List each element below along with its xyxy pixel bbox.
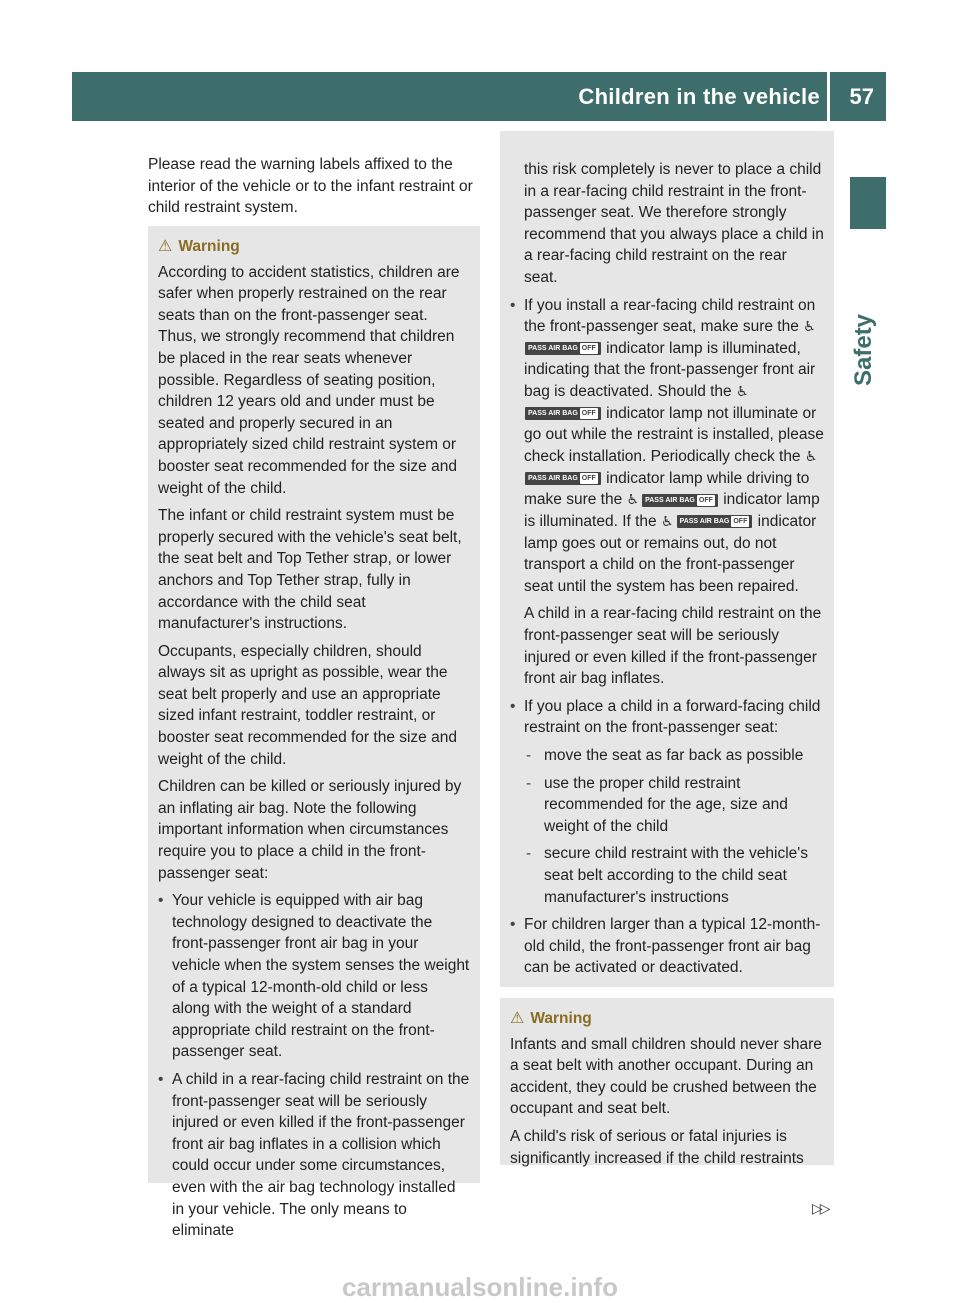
warning-heading [158,236,470,258]
warning-heading [510,1008,824,1030]
page-number: 57 [849,84,874,109]
list-item: • A child in a rear-facing child restraint on the front-passenger seat will be seriously injured or even killed if the front-passenger front air bag inflates in a collision which could occur under some circumstances, even with the air bag technology installed in your vehicle. The only means to eliminate [158,1069,470,1242]
warning-paragraph: Occupants, especially children, should always sit as upright as possible, wear the seat belt properly and use an appropriate sized infant restraint, toddler restraint, or booster seat recommended for the size and weight of the child. [158,642,457,768]
continued-paragraph: this risk completely is never to place a child in a rear-facing child restraint in the front-passenger seat. We therefore strongly recommend that you always place a child in a rear-facing child restraint on the rear seat. [524,161,824,286]
warning-box-2 [500,998,834,1165]
child-seat-icon: ♿ [803,318,816,335]
header-divider [827,72,830,121]
sub-list-item: - secure child restraint with the vehicle's seat belt according to the child seat manufacturer's instructions [510,843,824,908]
warning-paragraph: Infants and small children should never share a seat belt with another occupant. During an accident, they could be crushed between the occupant and seat belt. [510,1035,822,1118]
text-fragment: indicator lamp is illuminated. If the [524,491,820,530]
warning-paragraph: The infant or child restraint system must be properly secured with the vehicle's seat belt, the seat belt and Top Tether strap, or lower anchors and Top Tether strap, fully in accordance with the child seat manufacturer's instructions. [158,507,462,633]
text-fragment: indicator lamp is illuminated, indicating that the front-passenger front air bag is deactivated. Should the [524,339,816,401]
page-header [72,72,886,121]
watermark: carmanualsonline.info [342,1272,618,1302]
warning-label: Warning [530,1010,592,1027]
child-seat-icon: ♿ [661,513,674,530]
warning-paragraph: According to accident statistics, children are safer when properly restrained on the rear seats than on the front-passenger seat. Thus, we strongly recommend that children be placed in the rear seats whenever possible. Regardless of seating position, children 12 years old and under must be seated and properly secured in an appropriately sized child restraint system or booster seat recommended for the size and weight of the child. [158,263,460,497]
warning-triangle-icon: ⚠ [158,238,173,255]
child-seat-icon: ♿ [626,491,640,508]
warning-box-1-continued [500,131,834,987]
child-seat-icon: ♿ [804,448,818,465]
warning-label: Warning [178,238,240,255]
bullet-paragraph: A child in a rear-facing child restraint on the front-passenger seat will be seriously injured or even killed if the front-passenger front air bag inflates. [524,605,822,688]
warning-paragraph: Children can be killed or seriously injured by an inflating air bag. Note the following important information when circumstances require you to place a child in the front-passenger seat: [158,778,462,882]
text-fragment: indicator lamp goes out or remains out, do not transport a child on the front-passenger seat until the system has been repaired. [524,512,817,595]
text-fragment: indicator lamp while driving to make sure the [524,469,810,509]
child-seat-icon: ♿ [736,383,749,400]
list-item: • Your vehicle is equipped with air bag technology designed to deactivate the front-passenger front air bag in your vehicle when the system senses the weight of a typical 12-month-old child or less along with the weight of a standard appropriate child restraint on the front-passenger seat. [158,890,470,1063]
section-label: Safety [850,313,877,386]
list-item: • For children larger than a typical 12-month-old child, the front-passenger front air bag can be activated or deactivated. [510,914,824,979]
list-item: • If you place a child in a forward-facing child restraint on the front-passenger seat: [510,696,824,739]
intro-paragraph: Please read the warning labels affixed to the interior of the vehicle or to the infant restraint or child restraint system. [148,156,473,217]
section-tab-marker [850,177,886,229]
list-item [510,295,824,690]
pass-airbag-off-indicator: PASS AIR BAG OFF [642,494,718,507]
continued-arrow-icon: ▷▷ [812,1200,828,1216]
text-fragment: If you install a rear-facing child restraint on the front-passenger seat, make sure the [524,296,816,336]
sub-list-item: - use the proper child restraint recommended for the age, size and weight of the child [510,773,824,838]
pass-airbag-off-indicator: PASS AIR BAG OFF [677,515,753,528]
pass-airbag-off-indicator: PASS AIR BAG OFF [525,407,601,420]
warning-paragraph: A child's risk of serious or fatal injuries is significantly increased if the child restraints [510,1127,804,1167]
pass-airbag-off-indicator: PASS AIR BAG OFF [525,472,601,485]
sub-list-item: - move the seat as far back as possible [510,745,824,767]
warning-triangle-icon: ⚠ [510,1010,525,1027]
pass-airbag-off-indicator: PASS AIR BAG OFF [525,342,601,355]
text-fragment: indicator lamp not illuminate or go out while the restraint is installed, please check installation. Periodically check the [524,404,824,465]
warning-box-1 [148,226,480,1240]
chapter-title: Children in the vehicle [578,84,820,109]
